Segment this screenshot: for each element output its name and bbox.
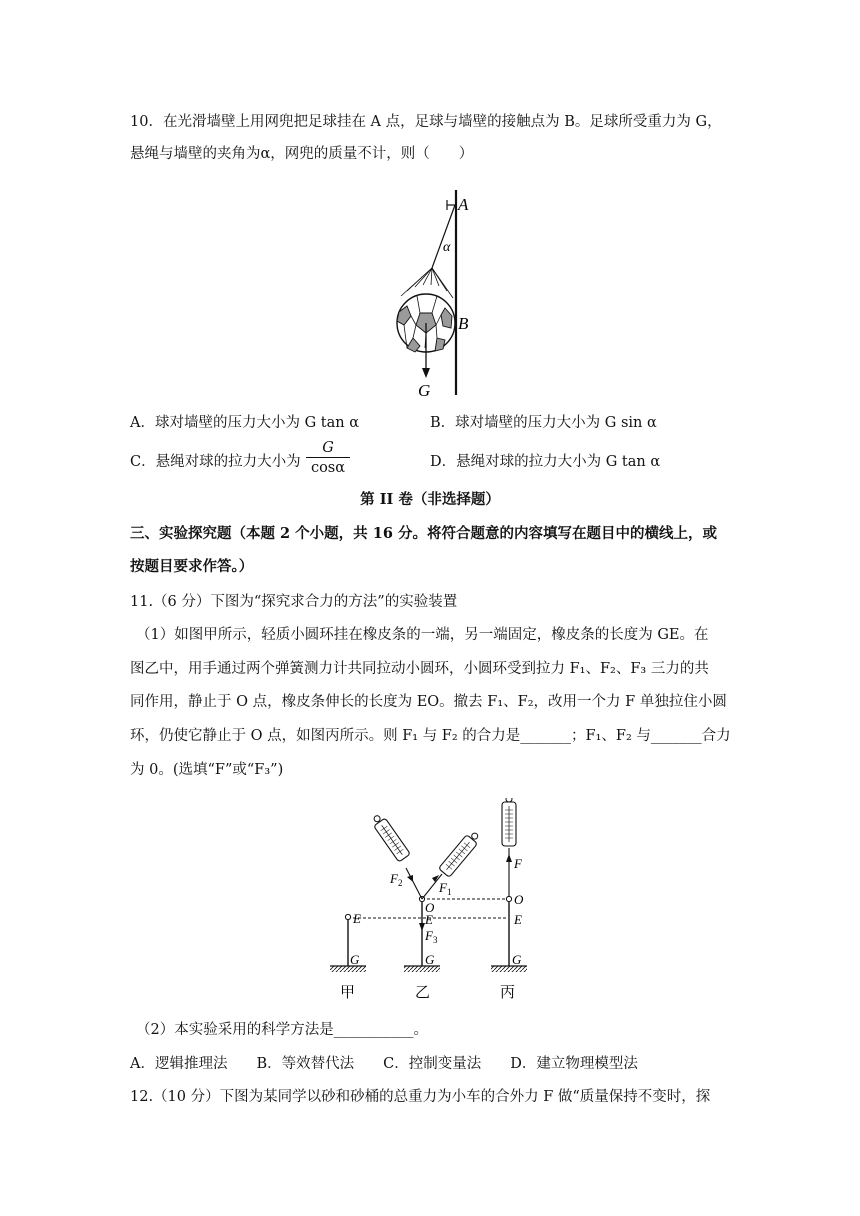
label-F3: F [425,928,433,943]
label-G-jia: G [350,952,360,967]
label-O-yi: O [425,900,435,915]
label-F2-sub: 2 [397,878,403,888]
fraction-numerator: G [322,440,334,456]
svg-text:F2 [389,871,402,888]
q11-p1-line2: 图乙中，用手通过两个弹簧测力计共同拉动小圆环，小圆环受到拉力 F₁、F₂、F₃ 三力的共 [130,661,709,677]
caption-yi: 乙 [415,985,431,1001]
q11-p1-line5: 为 0。(选填“F”或“F₃”) [130,762,284,778]
q11-p2: （2）本实验采用的科学方法是___________。 [136,1022,428,1038]
label-E-bing: E [514,912,522,927]
q10-option-c-prefix: C．悬绳对球的拉力大小为 [130,454,301,470]
q12-line1: 12.（10 分）下图为某同学以砂和砂桶的总重力为小车的合外力 F 做“质量保持不变时，探 [130,1089,711,1105]
q11-p2-options: A．逻辑推理法 B．等效替代法 C．控制变量法 D．建立物理模型法 [130,1056,638,1072]
caption-jia: 甲 [340,985,356,1001]
q11-figure [318,798,558,1003]
section3-line1: 三、实验探究题（本题 2 个小题，共 16 分。将符合题意的内容填写在题目中的横线上，或 [130,525,717,542]
svg-text:F3 [424,928,438,945]
q11-p1-line4: 环，仍使它静止于 O 点，如图丙所示。则 F₁ 与 F₂ 的合力是_______；F₁、F₂ 与_______合力 [130,728,731,744]
caption-bing: 丙 [500,985,516,1001]
part2-title: 第 II 卷（非选择题） [360,491,500,508]
q11-p1-line3: 同作用，静止于 O 点，橡皮条伸长的长度为 EO。撤去 F₁、F₂，改用一个力 F 单独拉住小圆 [130,694,727,710]
label-F2: F [390,871,398,886]
q10-option-a: A．球对墙壁的压力大小为 G tan α [130,415,359,431]
label-G-bing: G [512,952,522,967]
q10-option-c-fraction [306,439,350,478]
q10-stem-line2: 悬绳与墙壁的夹角为α，网兜的质量不计，则（ ） [130,146,474,162]
q10-figure [385,188,485,400]
label-F-bing: F [514,856,522,871]
label-F1-sub: 1 [446,887,452,897]
spring-balance-right [438,829,482,877]
spring-balance-left [370,812,411,862]
label-B: B [458,314,469,333]
spring-balance-vertical [502,798,516,846]
q11-title: 11.（6 分）下图为“探究求合力的方法”的实验装置 [130,594,458,610]
label-alpha: α [443,240,451,255]
q10-option-d: D．悬绳对球的拉力大小为 G tan α [430,454,661,470]
label-E-yi: E [425,912,433,927]
q11-p1-line1: （1）如图甲所示，轻质小圆环挂在橡皮条的一端，另一端固定，橡皮条的长度为 GE。在 [136,627,709,643]
section3-line2: 按题目要求作答。） [130,558,254,575]
label-F3-sub: 3 [432,935,438,945]
label-F1: F [439,880,447,895]
fraction-denominator: cosα [306,457,350,478]
label-G: G [418,381,431,400]
label-A: A [458,195,469,214]
label-O-bing: O [514,892,524,907]
q10-stem-line1: 10．在光滑墙壁上用网兜把足球挂在 A 点，足球与墙壁的接触点为 B。足球所受重力为 G， [130,114,722,130]
label-E-jia: E [353,911,361,926]
svg-text:F1 [438,880,451,897]
label-G-yi: G [425,952,435,967]
q10-option-b: B．球对墙壁的压力大小为 G sin α [430,415,657,431]
